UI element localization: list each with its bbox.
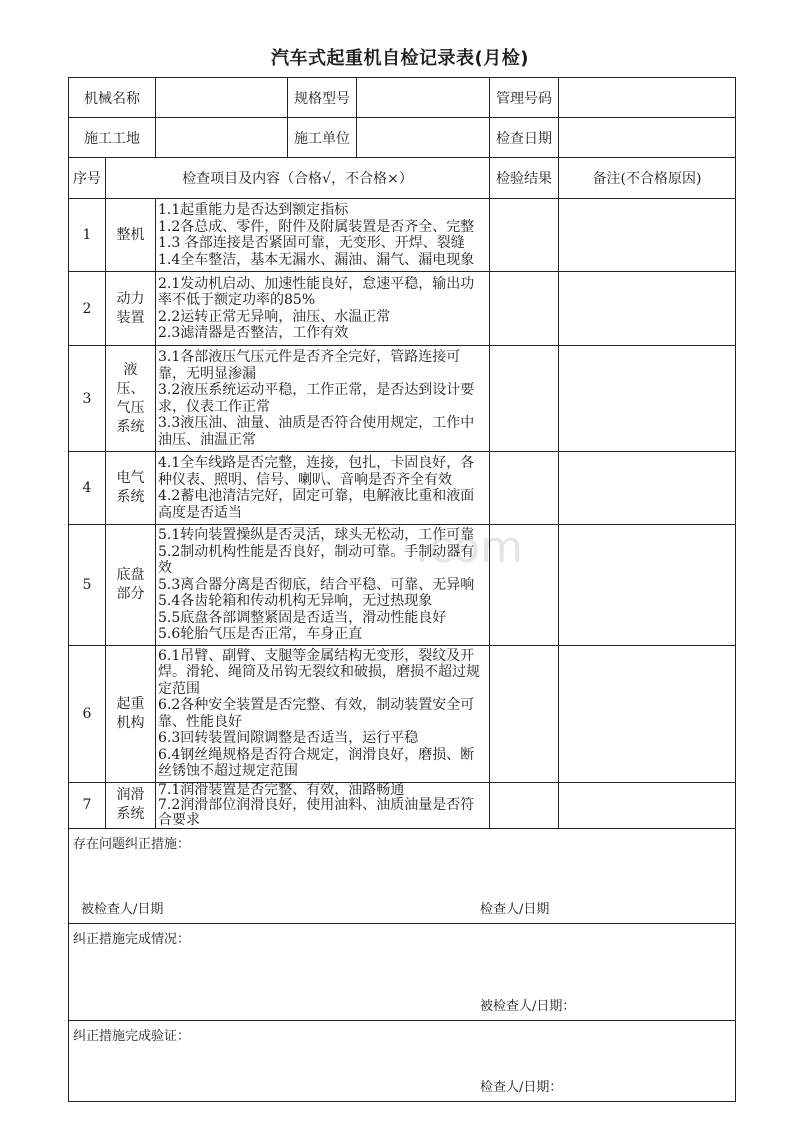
- completion-inspectee-sign-label: 被检查人/日期：: [480, 998, 576, 1014]
- row-seq: 2: [69, 272, 106, 346]
- table-row: [69, 199, 736, 272]
- check-item: 1.3 各部连接是否紧固可靠，无变形、开焊、裂缝: [158, 235, 465, 251]
- verification-section: [69, 1020, 736, 1101]
- row-category: 电气系统: [106, 452, 156, 525]
- table-row: [69, 452, 736, 525]
- row-seq: 6: [69, 645, 106, 782]
- result-cell[interactable]: [490, 782, 559, 828]
- check-item: 2.1发动机启动、加速性能良好，怠速平稳，输出功率不低于额定功率的85%: [158, 275, 475, 308]
- row-seq: 4: [69, 452, 106, 525]
- check-item: 7.2润滑部位润滑良好，使用油料、油质油量是否符合要求: [158, 796, 475, 828]
- check-item: 6.2各种安全装置是否完整、有效，制动装置安全可靠、性能良好: [158, 697, 475, 730]
- check-item: 5.1转向装置操纵是否灵活，球头无松动，工作可靠: [158, 527, 475, 543]
- completion-section: [69, 923, 736, 1020]
- row-content: [156, 272, 490, 346]
- remark-cell[interactable]: [559, 525, 736, 646]
- inspectee-sign-label: 被检查人/日期: [81, 901, 164, 917]
- check-item: 7.1润滑装置是否完整、有效，油路畅通: [158, 781, 405, 798]
- corrective-measures-field[interactable]: [69, 828, 736, 923]
- result-cell[interactable]: [490, 452, 559, 525]
- remark-cell[interactable]: [559, 272, 736, 346]
- row-seq: 7: [69, 782, 106, 828]
- check-item: 4.1全车线路是否完整，连接，包扎，卡固良好，各种仪表、照明、信号、喇叭、音响是否齐全有效: [158, 455, 475, 488]
- spec-model-field[interactable]: [357, 78, 490, 118]
- result-cell[interactable]: [490, 525, 559, 646]
- check-item: 6.3回转装置间隙调整是否适当，运行平稳: [158, 730, 419, 746]
- verification-inspector-sign-label: 检查人/日期：: [480, 1079, 563, 1095]
- check-date-field[interactable]: [559, 118, 736, 158]
- result-cell[interactable]: [490, 346, 559, 452]
- table-row: [69, 525, 736, 646]
- col-seq-header: 序号: [69, 158, 106, 199]
- check-date-label: 检查日期: [490, 118, 559, 158]
- col-items-header: 检查项目及内容（合格√，不合格×）: [106, 158, 490, 199]
- remark-cell[interactable]: [559, 782, 736, 828]
- row-content: [156, 525, 490, 646]
- check-item: 3.3液压油、油量、油质是否符合使用规定，工作中油压、油温正常: [158, 415, 475, 448]
- row-content: [156, 346, 490, 452]
- check-item: 3.2液压系统运动平稳，工作正常，是否达到设计要求，仪表工作正常: [158, 382, 475, 415]
- form-title: 汽车式起重机自检记录表(月检): [271, 48, 529, 69]
- row-category: 整机: [106, 199, 156, 272]
- check-item: 2.3滤清器是否整洁，工作有效: [158, 325, 349, 341]
- col-result-header: 检验结果: [490, 158, 559, 199]
- check-item: 5.2制动机构性能是否良好，制动可靠。手制动器有效: [158, 543, 475, 576]
- watermark: .com: [415, 522, 523, 573]
- check-item: 5.4各齿轮箱和传动机构无异响，无过热现象: [158, 593, 433, 609]
- completion-status-field[interactable]: [69, 923, 736, 1020]
- site-label: 施工工地: [69, 118, 156, 158]
- result-cell[interactable]: [490, 645, 559, 782]
- row-category: 底盘部分: [106, 525, 156, 646]
- remark-cell[interactable]: [559, 645, 736, 782]
- column-header-row: [69, 158, 736, 199]
- row-seq: 1: [69, 199, 106, 272]
- corrective-section: [69, 828, 736, 923]
- table-row: [69, 645, 736, 782]
- col-remark-header: 备注(不合格原因): [559, 158, 736, 199]
- row-category: 润滑系统: [106, 782, 156, 828]
- corrective-label: 存在问题纠正措施：: [73, 836, 191, 852]
- remark-cell[interactable]: [559, 452, 736, 525]
- verification-field[interactable]: [69, 1020, 736, 1101]
- row-seq: 5: [69, 525, 106, 646]
- table-row: [69, 782, 736, 828]
- row-content: [156, 452, 490, 525]
- check-item: 2.2运转正常无异响，油压、水温正常: [158, 308, 391, 325]
- inspection-form-table: [68, 77, 736, 1102]
- mgmt-no-field[interactable]: [559, 78, 736, 118]
- check-item: 5.3离合器分离是否彻底，结合平稳、可靠、无异响: [158, 576, 475, 593]
- spec-model-label: 规格型号: [288, 78, 357, 118]
- unit-field[interactable]: [357, 118, 490, 158]
- inspector-sign-label: 检查人/日期: [480, 901, 550, 917]
- remark-cell[interactable]: [559, 199, 736, 272]
- row-content: [156, 199, 490, 272]
- check-item: 5.6轮胎气压是否正常，车身正直: [158, 626, 363, 642]
- table-row: [69, 272, 736, 346]
- result-cell[interactable]: [490, 272, 559, 346]
- header-row-2: [69, 118, 736, 158]
- result-cell[interactable]: [490, 199, 559, 272]
- check-item: 3.1各部液压气压元件是否齐全完好，管路连接可靠，无明显渗漏: [158, 349, 461, 382]
- row-category: 液压、气压系统: [106, 346, 156, 452]
- header-row-1: [69, 78, 736, 118]
- check-item: 1.1起重能力是否达到额定指标: [158, 202, 349, 218]
- completion-label: 纠正措施完成情况：: [73, 931, 191, 947]
- check-item: 1.2各总成、零件，附件及附属装置是否齐全、完整: [158, 218, 475, 235]
- row-content: [156, 645, 490, 782]
- row-content: [156, 782, 490, 828]
- table-row: [69, 346, 736, 452]
- machine-name-field[interactable]: [156, 78, 288, 118]
- check-item: 6.4钢丝绳规格是否符合规定，润滑良好，磨损、断丝锈蚀不超过规定范围: [158, 746, 475, 779]
- check-item: 4.2蓄电池清洁完好，固定可靠，电解液比重和液面高度是否适当: [158, 488, 475, 521]
- check-item: 1.4全车整洁，基本无漏水、漏油、漏气、漏电现象: [158, 251, 475, 268]
- row-category: 起重机构: [106, 645, 156, 782]
- remark-cell[interactable]: [559, 346, 736, 452]
- verification-label: 纠正措施完成验证：: [73, 1028, 191, 1044]
- row-category: 动力装置: [106, 272, 156, 346]
- row-seq: 3: [69, 346, 106, 452]
- site-field[interactable]: [156, 118, 288, 158]
- mgmt-no-label: 管理号码: [490, 78, 559, 118]
- check-item: 6.1吊臂、副臂、支腿等金属结构无变形，裂纹及开焊。滑轮、绳筒及吊钩无裂纹和破损，磨损不超过规定范围: [158, 647, 480, 697]
- unit-label: 施工单位: [288, 118, 357, 158]
- check-item: 5.5底盘各部调整紧固是否适当，滑动性能良好: [158, 609, 447, 626]
- machine-name-label: 机械名称: [69, 78, 156, 118]
